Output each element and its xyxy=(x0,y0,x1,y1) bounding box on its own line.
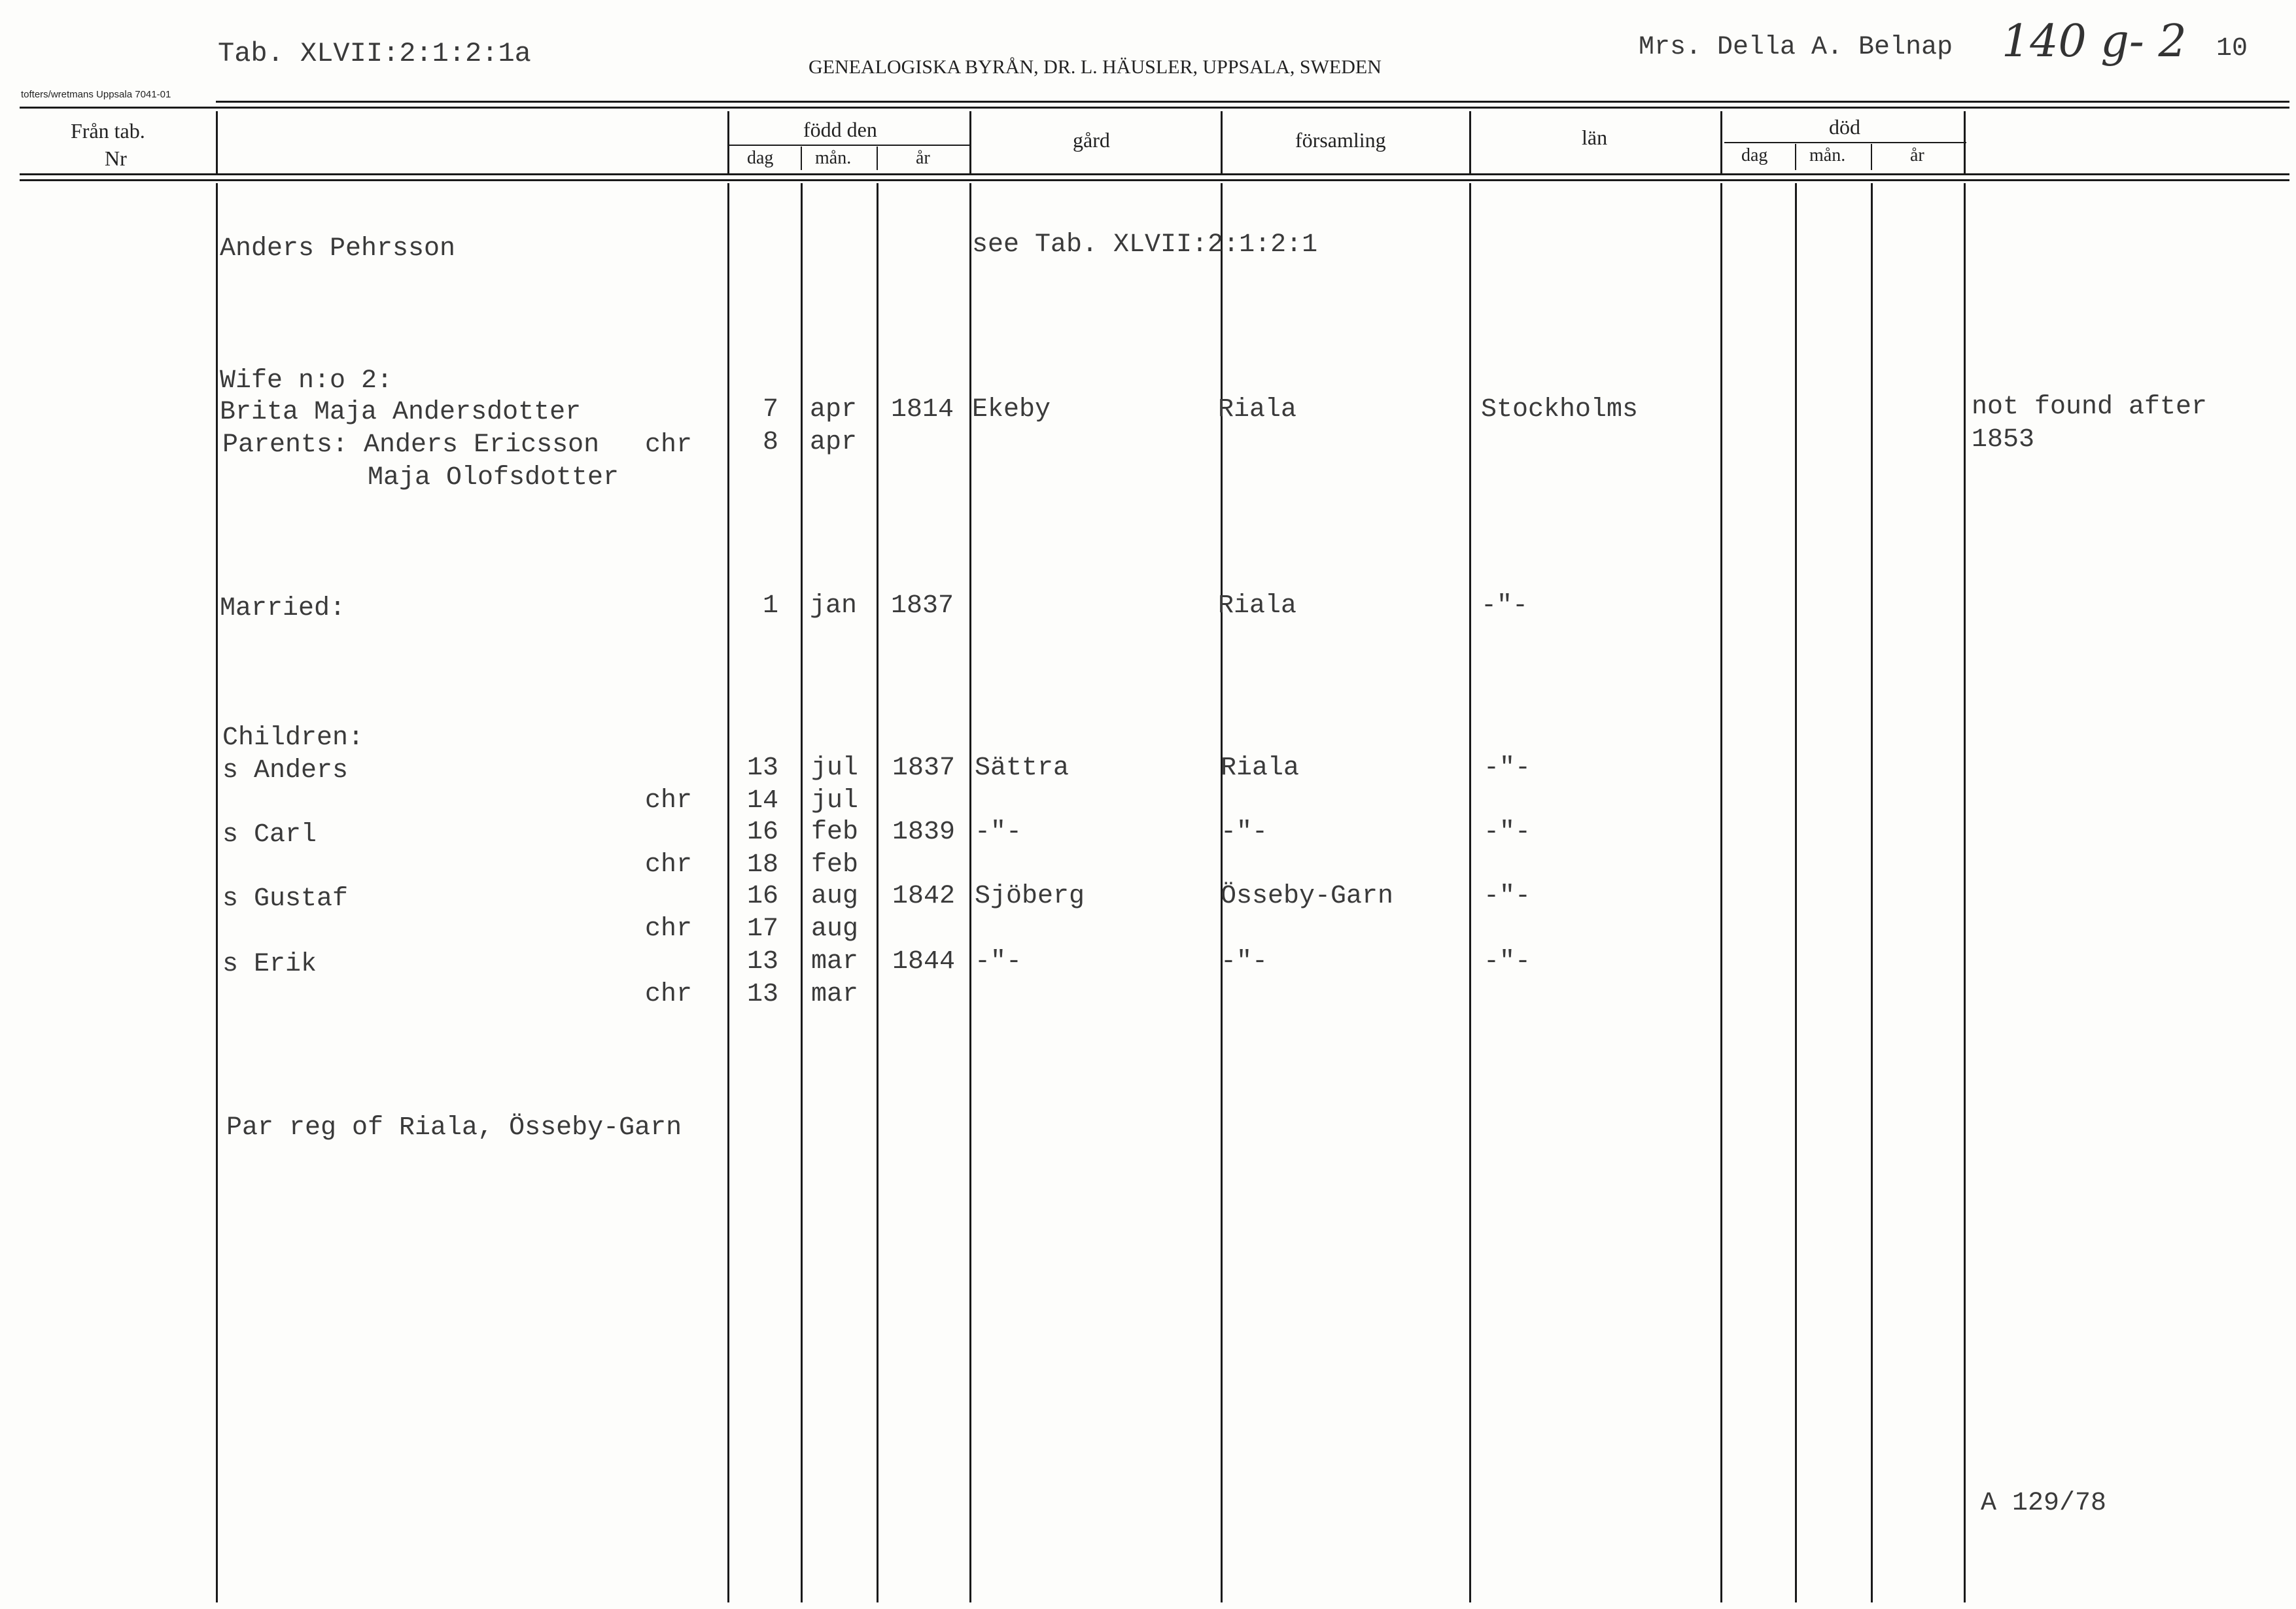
col-line xyxy=(1469,183,1471,1602)
page-number: 10 xyxy=(2216,34,2248,63)
fodd-underline xyxy=(727,145,969,146)
child-chr-day: 17 xyxy=(747,914,779,944)
archive-reference: A 129/78 xyxy=(1981,1489,2107,1518)
col-line xyxy=(727,183,729,1602)
child-chr-day: 14 xyxy=(747,786,779,816)
handwritten-number: 140 g- 2 xyxy=(2002,16,2187,67)
col-header-dod-man: mån. xyxy=(1809,145,1846,165)
child-chr-month: feb xyxy=(811,850,859,880)
child-birth-day: 13 xyxy=(747,947,779,977)
col-header-fodd-den: född den xyxy=(803,118,877,141)
person-name: Anders Pehrsson xyxy=(220,234,456,264)
parents-chr-day: 8 xyxy=(763,428,779,457)
hdr-col-line xyxy=(1720,111,1722,175)
hdr-col-line xyxy=(969,111,971,175)
child-birth-month: feb xyxy=(811,818,859,847)
child-parish: Riala xyxy=(1221,753,1300,783)
child-birth-month: mar xyxy=(811,947,859,977)
child-birth-day: 16 xyxy=(747,882,779,911)
wife-note-year: 1853 xyxy=(1972,425,2035,455)
col-header-dod-dag: dag xyxy=(1741,145,1768,165)
parents-chr-month: apr xyxy=(810,428,858,457)
child-parish: -"- xyxy=(1221,947,1268,977)
child-chr: chr xyxy=(645,850,693,880)
printer-imprint: tofters/wretmans Uppsala 7041-01 xyxy=(21,89,171,100)
bureau-name: GENEALOGISKA BYRÅN, DR. L. HÄUSLER, UPPSALA, SWEDEN xyxy=(809,56,1382,78)
child-chr-month: aug xyxy=(811,914,859,944)
hdr-col-line xyxy=(727,111,729,175)
child-birth-month: aug xyxy=(811,882,859,911)
child-birth-year: 1844 xyxy=(892,947,956,977)
child-chr: chr xyxy=(645,914,693,944)
col-line xyxy=(877,183,878,1602)
source-note: Par reg of Riala, Össeby-Garn xyxy=(226,1113,682,1143)
header-rule-2 xyxy=(20,179,2289,181)
child-parish: Össeby-Garn xyxy=(1221,882,1394,911)
married-parish: Riala xyxy=(1218,591,1297,621)
child-birth-day: 16 xyxy=(747,818,779,847)
col-line xyxy=(1720,183,1722,1602)
wife-birth-day: 7 xyxy=(763,395,779,424)
children-label: Children: xyxy=(222,723,364,753)
col-header-dag: dag xyxy=(747,148,774,168)
hdr-sub-line xyxy=(1871,144,1872,170)
child-chr: chr xyxy=(645,980,693,1009)
see-reference: see Tab. XLVII:2:1:2:1 xyxy=(972,230,1318,260)
child-chr-day: 13 xyxy=(747,980,779,1009)
top-rule-2 xyxy=(20,107,2289,109)
wife-county: Stockholms xyxy=(1481,395,1639,424)
col-header-ar: år xyxy=(916,148,930,168)
child-county: -"- xyxy=(1484,753,1531,783)
wife-label: Wife n:o 2: xyxy=(220,366,393,396)
col-header-forsamling: församling xyxy=(1295,128,1386,152)
dod-underline xyxy=(1724,142,1966,143)
col-header-fran-tab: Från tab. xyxy=(71,119,145,143)
child-farm: Sättra xyxy=(975,753,1070,783)
wife-name: Brita Maja Andersdotter xyxy=(220,398,582,427)
child-county: -"- xyxy=(1484,882,1531,911)
married-year: 1837 xyxy=(891,591,954,621)
col-header-dod: död xyxy=(1829,115,1860,139)
client-name: Mrs. Della A. Belnap xyxy=(1639,33,1953,62)
child-farm: -"- xyxy=(975,818,1022,847)
child-county: -"- xyxy=(1484,818,1531,847)
wife-birth-month: apr xyxy=(810,395,858,424)
col-line xyxy=(969,183,971,1602)
hdr-col-line xyxy=(1221,111,1223,175)
parents-label: Parents: Anders Ericsson xyxy=(222,430,600,460)
child-name: s Gustaf xyxy=(222,884,349,914)
child-birth-year: 1839 xyxy=(892,818,956,847)
child-name: s Carl xyxy=(222,820,317,850)
wife-farm: Ekeby xyxy=(972,395,1051,424)
married-day: 1 xyxy=(763,591,779,621)
col-line xyxy=(1795,183,1797,1602)
header-rule-1 xyxy=(20,173,2289,175)
col-header-man: mån. xyxy=(815,148,852,168)
parents-mother: Maja Olofsdotter xyxy=(368,463,619,493)
child-county: -"- xyxy=(1484,947,1531,977)
hdr-col-line xyxy=(216,111,218,175)
child-chr-month: mar xyxy=(811,980,859,1009)
child-parish: -"- xyxy=(1221,818,1268,847)
col-header-lan: län xyxy=(1582,126,1608,149)
wife-note: not found after xyxy=(1972,392,2208,422)
tab-reference: Tab. XLVII:2:1:2:1a xyxy=(218,38,531,69)
col-header-gard: gård xyxy=(1073,128,1110,152)
wife-birth-year: 1814 xyxy=(891,395,954,424)
child-farm: Sjöberg xyxy=(975,882,1085,911)
hdr-sub-line xyxy=(877,147,878,170)
child-chr-day: 18 xyxy=(747,850,779,880)
hdr-sub-line xyxy=(1795,144,1796,170)
col-header-dod-ar: år xyxy=(1910,145,1924,165)
col-header-nr: Nr xyxy=(105,147,127,170)
child-birth-year: 1837 xyxy=(892,753,956,783)
hdr-sub-line xyxy=(801,147,802,170)
col-line xyxy=(216,183,218,1602)
child-name: s Erik xyxy=(222,950,317,979)
col-line xyxy=(801,183,803,1602)
married-month: jan xyxy=(810,591,858,621)
married-county: -"- xyxy=(1481,591,1529,621)
child-farm: -"- xyxy=(975,947,1022,977)
married-label: Married: xyxy=(220,594,346,623)
hdr-col-line xyxy=(1469,111,1471,175)
child-chr: chr xyxy=(645,786,693,816)
child-birth-day: 13 xyxy=(747,753,779,783)
wife-parish: Riala xyxy=(1218,395,1297,424)
col-line xyxy=(1964,183,1966,1602)
hdr-col-line xyxy=(1964,111,1966,175)
child-chr-month: jul xyxy=(811,786,859,816)
top-rule-1 xyxy=(216,101,2289,103)
parents-chr: chr xyxy=(645,430,693,460)
child-name: s Anders xyxy=(222,756,349,786)
child-birth-month: jul xyxy=(811,753,859,783)
child-birth-year: 1842 xyxy=(892,882,956,911)
col-line xyxy=(1871,183,1873,1602)
